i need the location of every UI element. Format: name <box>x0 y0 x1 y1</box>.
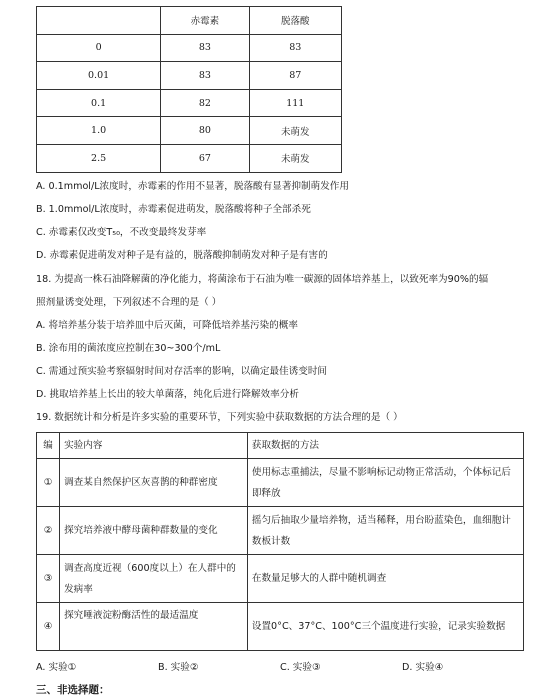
experiment-content: 探究培养液中酵母菌种群数量的变化 <box>60 507 248 555</box>
table-header-cell: 编 <box>37 433 60 459</box>
q19-option-b: B. 实验② <box>158 662 199 673</box>
table-row <box>37 62 342 90</box>
table-row <box>37 507 524 555</box>
table-cell: 83 <box>161 62 249 90</box>
table-row <box>37 144 342 172</box>
table-row <box>37 555 524 603</box>
table-cell: 0.1 <box>37 89 161 117</box>
q17-option-c: C. 赤霉素仅改变T₅₀，不改变最终发芽率 <box>36 227 207 238</box>
table-cell: 未萌发 <box>249 117 341 145</box>
table-cell: 87 <box>249 62 341 90</box>
table-header-cell: 获取数据的方法 <box>247 433 523 459</box>
q17-option-b: B. 1.0mmol/L浓度时，赤霉素促进萌发，脱落酸将种子全部杀死 <box>36 204 311 215</box>
experiment-table <box>36 432 524 651</box>
q18-stem-line2: 照剂量诱变处理，下列叙述不合理的是（ ） <box>36 297 222 308</box>
table-cell: 83 <box>161 34 249 62</box>
data-method: 使用标志重捕法，尽量不影响标记动物正常活动，个体标记后即释放 <box>247 459 523 507</box>
row-number: ④ <box>37 603 60 651</box>
data-method: 在数量足够大的人群中随机调查 <box>247 555 523 603</box>
table-cell: 2.5 <box>37 144 161 172</box>
table-row <box>37 117 342 145</box>
table-header-cell: 实验内容 <box>60 433 248 459</box>
table-header-row <box>37 7 342 35</box>
table-cell: 未萌发 <box>249 144 341 172</box>
table-cell: 80 <box>161 117 249 145</box>
q19-stem: 19. 数据统计和分析是许多实验的重要环节，下列实验中获取数据的方法合理的是（ ） <box>36 412 403 423</box>
q17-option-d: D. 赤霉素促进萌发对种子是有益的，脱落酸抑制萌发对种子是有害的 <box>36 250 328 261</box>
table-row <box>37 34 342 62</box>
table-header-cell <box>37 7 161 35</box>
table-cell: 111 <box>249 89 341 117</box>
table-row <box>37 89 342 117</box>
table-cell: 67 <box>161 144 249 172</box>
experiment-content: 调查高度近视（600度以上）在人群中的发病率 <box>60 555 248 603</box>
q19-option-a: A. 实验① <box>36 662 77 673</box>
q17-option-a: A. 0.1mmol/L浓度时，赤霉素的作用不显著，脱落酸有显著抑制萌发作用 <box>36 181 349 192</box>
table-header-cell: 赤霉素 <box>161 7 249 35</box>
q19-option-d: D. 实验④ <box>402 662 444 673</box>
q18-stem-line1: 18. 为提高一株石油降解菌的净化能力，将菌涂布于石油为唯一碳源的固体培养基上，以致死率为90%的辐 <box>36 274 489 285</box>
table-header-row <box>37 433 524 459</box>
table-row <box>37 459 524 507</box>
experiment-content: 探究唾液淀粉酶活性的最适温度 <box>60 603 248 651</box>
experiment-content: 调查某自然保护区灰喜鹊的种群密度 <box>60 459 248 507</box>
row-number: ② <box>37 507 60 555</box>
table-cell: 83 <box>249 34 341 62</box>
q18-option-c: C. 需通过预实验考察辐射时间对存活率的影响，以确定最佳诱变时间 <box>36 366 328 377</box>
q19-option-c: C. 实验③ <box>280 662 321 673</box>
row-number: ③ <box>37 555 60 603</box>
data-method: 设置0°C、37°C、100°C三个温度进行实验，记录实验数据 <box>247 603 523 651</box>
section-title: 三、非选择题： <box>36 684 110 696</box>
data-method: 摇匀后抽取少量培养物，适当稀释，用台盼蓝染色，血细胞计数板计数 <box>247 507 523 555</box>
table-cell: 0.01 <box>37 62 161 90</box>
table-cell: 1.0 <box>37 117 161 145</box>
q18-option-a: A. 将培养基分装于培养皿中后灭菌，可降低培养基污染的概率 <box>36 320 298 331</box>
q18-option-b: B. 涂布用的菌浓度应控制在30~300个/mL <box>36 343 221 354</box>
table-cell: 82 <box>161 89 249 117</box>
q18-option-d: D. 挑取培养基上长出的较大单菌落，纯化后进行降解效率分析 <box>36 389 299 400</box>
table-header-cell: 脱落酸 <box>249 7 341 35</box>
germination-table <box>36 6 342 173</box>
table-row <box>37 603 524 651</box>
table-cell: 0 <box>37 34 161 62</box>
row-number: ① <box>37 459 60 507</box>
